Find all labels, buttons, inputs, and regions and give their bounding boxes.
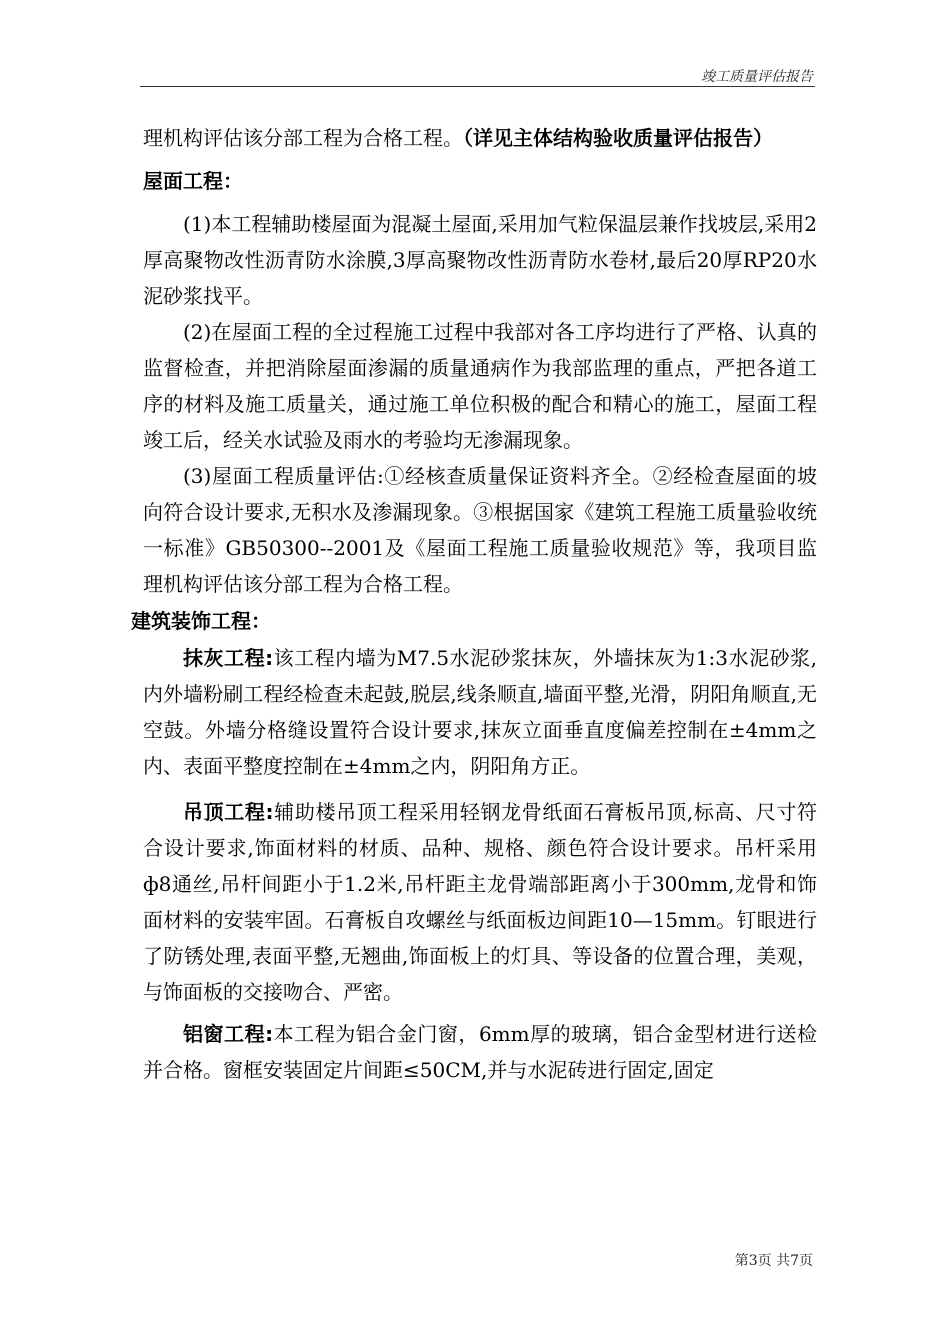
roof-paragraph-1: (1)本工程辅助楼屋面为混凝土屋面,采用加气粒保温层兼作找坡层,采用2厚高聚物改性沥青防水涂膜,3厚高聚物改性沥青防水卷材,最后20厚RP20水泥砂浆找平。 (143, 212, 817, 308)
plaster-text: 该工程内墙为M7.5水泥砂浆抹灰，外墙抹灰为1:3水泥砂浆,内外墙粉刷工程经检查未起鼓,脱层,线条顺直,墙面平整,光滑，阴阳角顺直,无空鼓。外墙分格缝设置符合设计要求,抹灰立面垂直度偏差控制在±4mm之内、表面平整度控制在±4mm之内，阴阳角方正。 (143, 646, 817, 778)
window-text: 本工程为铝合金门窗，6mm厚的玻璃，铝合金型材进行送检并合格。窗框安装固定片间距≤50CM,并与水泥砖进行固定,固定 (143, 1022, 818, 1082)
ceiling-label: 吊顶工程: (183, 800, 274, 824)
intro-bold-reference: （详见主体结构验收质量评估报告） (463, 126, 773, 150)
roof-paragraph-2: (2)在屋面工程的全过程施工过程中我部对各工序均进行了严格、认真的监督检查，并把消除屋面渗漏的质量通病作为我部监理的重点，严把各道工序的材料及施工质量关，通过施工单位积极的配合和精心的施工，屋面工程竣工后，经关水试验及雨水的考验均无渗漏现象。 (143, 320, 817, 452)
decoration-heading: 建筑装饰工程： (131, 609, 271, 633)
ceiling-text: 辅助楼吊顶工程采用轻钢龙骨纸面石膏板吊顶,标高、尺寸符合设计要求,饰面材料的材质、品种、规格、颜色符合设计要求。吊杆采用 ф8通丝,吊杆间距小于1.2米,吊杆距主龙骨端部距离小于300mm,龙骨和饰面材料的安装牢固。石膏板自攻螺丝与纸面板边间距10—15mm。钉眼进行了防锈处理,表面平整,无翘曲,饰面板上的灯具、等设备的位置合理，美观，与饰面板的交接吻合、严密。 (143, 800, 818, 1004)
roof-paragraph-3: (3)屋面工程质量评估:①经核查质量保证资料齐全。②经检查屋面的坡向符合设计要求,无积水及渗漏现象。③根据国家《建筑工程施工质量验收统一标准》GB50300--2001及《屋面工程施工质量验收规范》等，我项目监理机构评估该分部工程为合格工程。 (143, 464, 817, 596)
ceiling-paragraph (143, 794, 817, 1010)
running-header: 竣工质量评估报告 (701, 69, 813, 85)
document-body (131, 120, 818, 1088)
intro-paragraph (143, 120, 817, 156)
intro-text: 理机构评估该分部工程为合格工程。 (143, 126, 463, 150)
plaster-label: 抹灰工程: (183, 646, 274, 670)
plaster-paragraph (143, 640, 817, 784)
header-divider (140, 86, 815, 87)
roof-heading: 屋面工程： (143, 169, 243, 193)
page-number: 第3页 共7页 (734, 1253, 813, 1269)
window-paragraph (143, 1016, 817, 1088)
window-label: 铝窗工程: (183, 1022, 274, 1046)
